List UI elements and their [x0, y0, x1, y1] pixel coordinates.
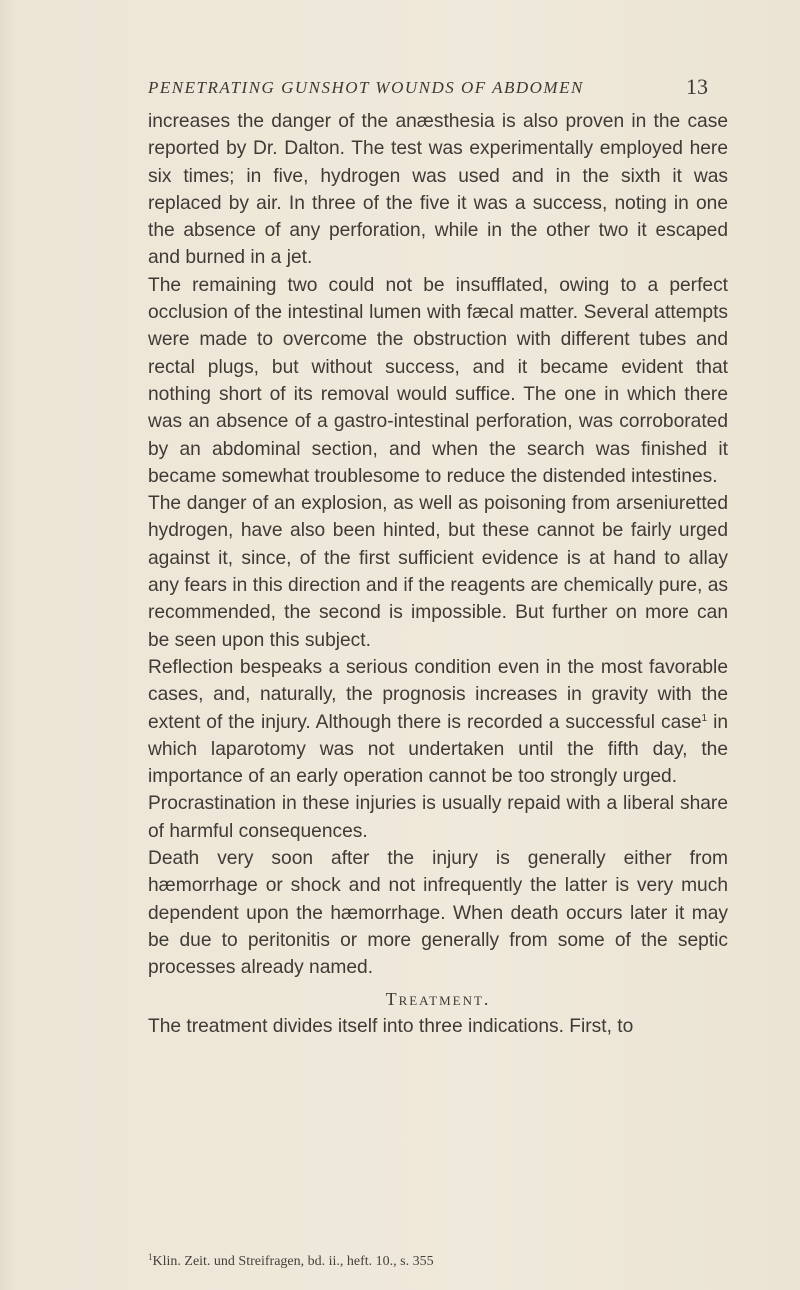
body-text	[148, 108, 728, 1040]
paragraph: Procrastination in these injuries is usually repaid with a liberal share of harmful consequences.	[148, 793, 728, 842]
footnote	[148, 1254, 708, 1270]
paragraph-text: in which laparotomy was not undertaken until the fifth day, the importance of an early operation cannot be too strongly urged.	[148, 711, 728, 788]
paragraph: Death very soon after the injury is generally either from hæmorrhage or shock and not infrequently the latter is very much dependent upon the hæmorrhage. When death occurs later it may be due to peritonitis or more generally from some of the septic processes already named.	[148, 848, 728, 979]
footnote-marker: 1	[148, 1252, 153, 1262]
page-number: 13	[686, 74, 708, 99]
paragraph: The remaining two could not be insufflated, owing to a perfect occlusion of the intestinal lumen with fæcal matter. Several attempts were made to overcome the obstruction with different tubes and rectal plugs, but without success, and it became evident that nothing short of its removal would suffice. The one in which there was an absence of a gastro-intestinal perforation, was corroborated by an abdominal section, and when the search was finished it became somewhat troublesome to reduce the distended intestines.	[148, 274, 728, 487]
paragraph-text: Reflection bespeaks a serious condition even in the most favorable cases, and, naturally, the prognosis increases in gravity with the extent of the injury. Although there is recorded a successful case	[148, 656, 728, 733]
paragraph: The treatment divides itself into three indications. First, to	[148, 1015, 634, 1037]
paragraph: The danger of an explosion, as well as poisoning from arseniuretted hydrogen, have also been hinted, but these cannot be fairly urged against it, since, of the first sufficient evidence is at hand to allay any fears in this direction and if the reagents are chemically pure, as recommended, the second is impossible. But further on more can be seen upon this subject.	[148, 493, 728, 651]
running-title: PENETRATING GUNSHOT WOUNDS OF ABDOMEN	[148, 78, 584, 97]
paragraph	[148, 654, 728, 790]
paragraph: increases the danger of the anæsthesia is also proven in the case reported by Dr. Dalton. The test was experimentally employed here six times; in five, hydrogen was used and in the sixth it was replaced by air. In three of the five it was a success, noting in one the absence of any perforation, while in the other two it escaped and burned in a jet.	[148, 111, 728, 269]
footnote-text: Klin. Zeit. und Streifragen, bd. ii., heft. 10., s. 355	[152, 1254, 434, 1269]
footnote-reference[interactable]: 1	[701, 712, 708, 724]
section-heading: Treatment.	[385, 988, 491, 1009]
page-header	[148, 74, 708, 104]
